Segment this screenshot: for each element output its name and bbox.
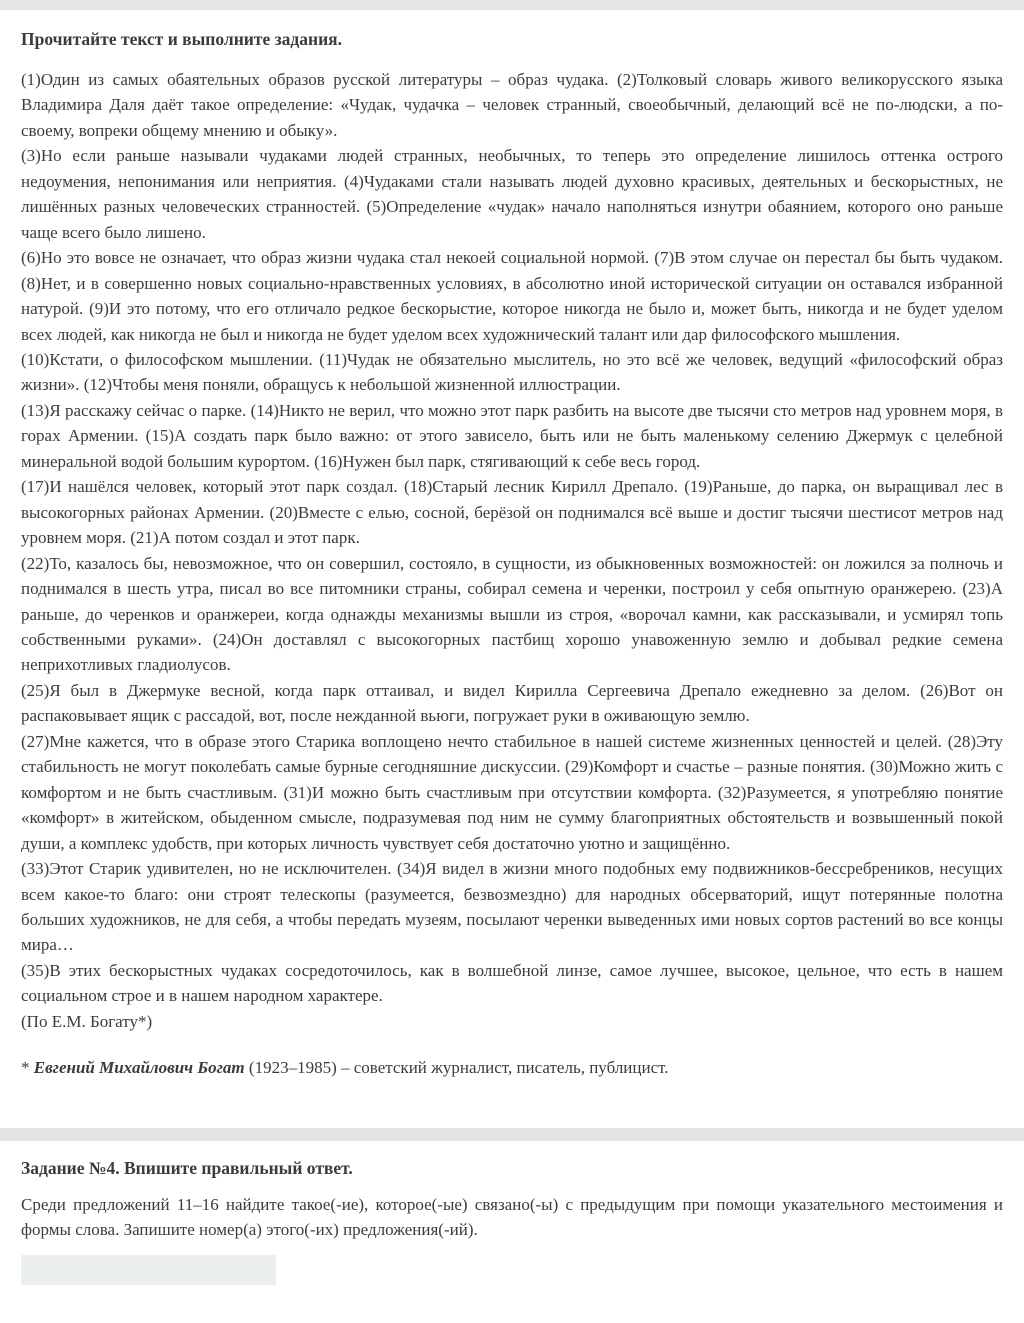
- text-paragraph: (33)Этот Старик удивителен, но не исключителен. (34)Я видел в жизни много подобных ему подвижников-бессребреников, несущих всем какое-то благо: они строят телескопы (разумеется, безвозмездно) для народных обсерваторий, ищут потерянные полотна больших художников, не для себя, а чтобы передать музеям, посылают черенки выведенных ими новых сортов растений во все концы мира…: [21, 859, 1003, 955]
- task-section: [0, 1158, 1024, 1285]
- attribution: (По Е.М. Богату*): [21, 1011, 153, 1031]
- text-paragraph: (17)И нашёлся человек, который этот парк создал. (18)Старый лесник Кирилл Дрепало. (19)Раньше, до парка, он выращивал лес в высокогорных районах Армении. (20)Вместе с елью, сосной, берёзой он поднимался всё выше и достиг тысячи шестисот метров над уровнем моря. (21)А потом создал и этот парк.: [21, 477, 1003, 548]
- task-description: Среди предложений 11–16 найдите такое(-ие), которое(-ые) связано(-ы) с предыдущим при помощи указательного местоимения и формы слова. Запишите номер(а) этого(-их) предложения(-ий).: [21, 1195, 1003, 1239]
- top-divider-band: [0, 0, 1024, 10]
- text-paragraph: (13)Я расскажу сейчас о парке. (14)Никто не верил, что можно этот парк разбить на высоте две тысячи сто метров над уровнем моря, в горах Армении. (15)А создать парк было важно: от этого зависело, быть или не быть маленькому селению Джермук с целебной минеральной водой большим курортом. (16)Нужен был парк, стягивающий к себе весь город.: [21, 400, 1003, 471]
- reading-text-section: [0, 10, 1024, 1128]
- footnote-marker: *: [21, 1058, 34, 1078]
- answer-input[interactable]: [21, 1255, 276, 1285]
- footnote-author: Евгений Михайлович Богат: [33, 1058, 245, 1078]
- text-paragraph: (25)Я был в Джермуке весной, когда парк оттаивал, и видел Кирилла Сергеевича Дрепало ежедневно за делом. (26)Вот он распаковывает ящик с рассадой, вот, после нежданной вьюги, погружает руки в оживающую землю.: [21, 680, 1003, 726]
- text-paragraph: (27)Мне кажется, что в образе этого Старика воплощено нечто стабильное в нашей системе жизненных ценностей и целей. (28)Эту стабильность не могут поколебать самые бурные сегодняшние дискуссии. (29)Комфорт и счастье – разные понятия. (30)Можно жить с комфортом и не быть счастливым. (31)И можно быть счастливым при отсутствии комфорта. (32)Разумеется, я употребляю понятие «комфорт» в житейском, обыденном смысле, подразумевая под ним не сумму благоприятных обстоятельств и возвышенный покой души, а комплекс удобств, при которых личность чувствует себя достаточно уютно и защищённо.: [21, 731, 1003, 853]
- task-title: Задание №4. Впишите правильный ответ.: [21, 1158, 353, 1178]
- text-paragraph: (3)Но если раньше называли чудаками людей странных, необычных, то теперь это определение лишилось оттенка острого недоумения, непонимания или неприятия. (4)Чудаками стали называть людей духовно красивых, деятельных и бескорыстных, не лишённых разных человеческих странностей. (5)Определение «чудак» начало наполняться изнутри обаянием, которого оно раньше чаще всего было лишено.: [21, 146, 1003, 242]
- text-paragraph: (6)Но это вовсе не означает, что образ жизни чудака стал некоей социальной нормой. (7)В этом случае он перестал бы быть чудаком. (8)Нет, и в совершенно новых социально-нравственных условиях, в абсолютно иной исторической ситуации он оставался избранной натурой. (9)И это потому, что его отличало редкое бескорыстие, которое никогда не было и, может быть, никогда и не будет уделом всех людей, как никогда не был и никогда не будет уделом всех художнический талант или дар философского мышления.: [21, 248, 1003, 344]
- text-paragraph: (10)Кстати, о философском мышлении. (11)Чудак не обязательно мыслитель, но это всё же человек, ведущий «философский образ жизни». (12)Чтобы меня поняли, обращусь к небольшой жизненной иллюстрации.: [21, 349, 1003, 395]
- text-paragraph: (35)В этих бескорыстных чудаках сосредоточилось, как в волшебной линзе, самое лучшее, высокое, цельное, что есть в нашем социальном строе и в нашем народном характере.: [21, 960, 1003, 1006]
- section-divider-band: [0, 1128, 1024, 1141]
- text-paragraph: (22)То, казалось бы, невозможное, что он совершил, состояло, в сущности, из обыкновенных возможностей: он ложился за полночь и поднимался в шесть утра, писал во все питомники страны, собирал семена и черенки, построил у себя опытную оранжерею. (23)А раньше, до черенков и оранжереи, когда однажды механизмы вышли из строя, «ворочал камни, как рассказывали, и усмирял топь собственными руками». (24)Он доставлял с высокогорных пастбищ хорошо унавоженную землю и добывал редкие семена неприхотливых гладиолусов.: [21, 553, 1003, 675]
- footnote: [21, 1055, 1003, 1080]
- reading-text: [21, 67, 1003, 1034]
- instruction-header: Прочитайте текст и выполните задания.: [21, 29, 343, 49]
- text-paragraph: (1)Один из самых обаятельных образов русской литературы – образ чудака. (2)Толковый словарь живого великорусского языка Владимира Даля даёт такое определение: «Чудак, чудачка – человек странный, своеобычный, делающий всё не по-людски, а по-своему, вопреки общему мнению и обыку».: [21, 70, 1003, 140]
- footnote-text: (1923–1985) – советский журналист, писатель, публицист.: [244, 1058, 669, 1078]
